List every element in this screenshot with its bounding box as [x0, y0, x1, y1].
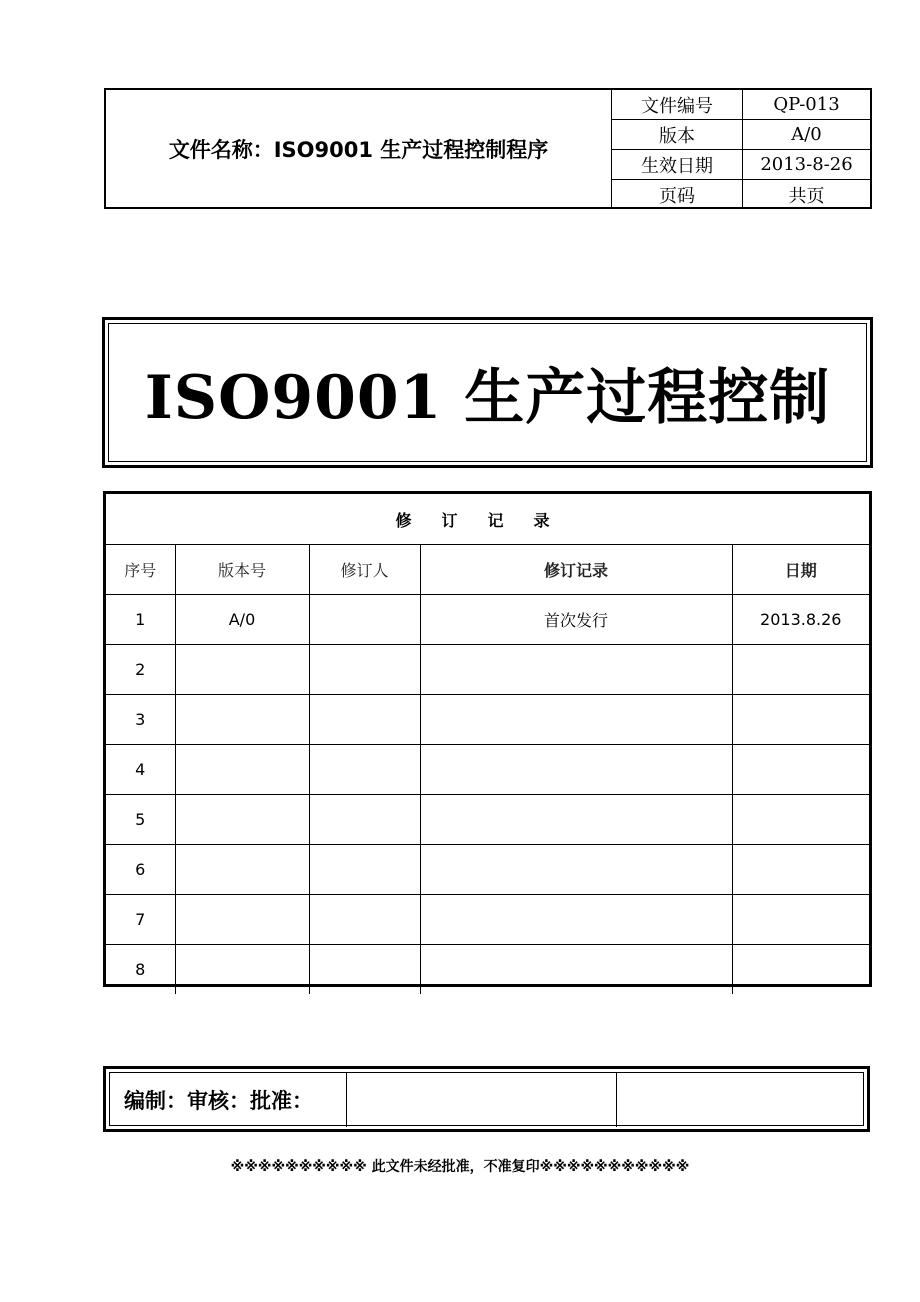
cell-version — [175, 895, 309, 945]
cell-date — [732, 695, 869, 745]
cell-version — [175, 795, 309, 845]
cell-no: 4 — [106, 745, 175, 795]
revision-title-row — [106, 494, 869, 545]
signature-block — [103, 1066, 870, 1132]
revision-header-row — [106, 545, 869, 595]
table-row — [106, 945, 869, 995]
cell-no: 8 — [106, 945, 175, 995]
cell-no: 1 — [106, 595, 175, 645]
column-header-no: 序号 — [106, 545, 175, 595]
table-row — [106, 695, 869, 745]
cell-record — [420, 795, 732, 845]
cell-version: A/0 — [175, 595, 309, 645]
column-header-record: 修订记录 — [420, 545, 732, 595]
cell-no: 7 — [106, 895, 175, 945]
meta-label: 文件编号 — [612, 90, 743, 120]
cell-reviser — [309, 745, 420, 795]
cell-no: 5 — [106, 795, 175, 845]
meta-value: A/0 — [743, 120, 871, 150]
signature-divider — [346, 1073, 347, 1127]
cell-date — [732, 745, 869, 795]
cell-no: 2 — [106, 645, 175, 695]
cell-reviser — [309, 695, 420, 745]
meta-value: 共页 — [743, 180, 871, 210]
column-header-date: 日期 — [732, 545, 869, 595]
cell-version — [175, 745, 309, 795]
table-row — [106, 845, 869, 895]
cell-record: 首次发行 — [420, 595, 732, 645]
signature-divider — [616, 1073, 617, 1127]
meta-value: QP-013 — [743, 90, 871, 120]
cell-record — [420, 645, 732, 695]
revision-table-title: 修订记录 — [106, 494, 869, 545]
signature-inner-frame — [109, 1072, 864, 1126]
document-header — [104, 88, 872, 209]
cell-date — [732, 645, 869, 695]
cell-reviser — [309, 895, 420, 945]
signature-label: 编制：审核：批准： — [124, 1089, 313, 1113]
table-row — [106, 895, 869, 945]
cell-version — [175, 645, 309, 695]
cell-reviser — [309, 595, 420, 645]
meta-row-effective-date — [612, 150, 871, 180]
document-name: 文件名称：ISO9001 生产过程控制程序 — [168, 137, 549, 162]
cell-date: 2013.8.26 — [732, 595, 869, 645]
cell-date — [732, 945, 869, 995]
meta-label: 版本 — [612, 120, 743, 150]
table-row — [106, 795, 869, 845]
cell-date — [732, 895, 869, 945]
meta-label: 页码 — [612, 180, 743, 210]
title-inner-frame — [108, 323, 867, 462]
cell-record — [420, 845, 732, 895]
cell-no: 6 — [106, 845, 175, 895]
cell-date — [732, 845, 869, 895]
cell-record — [420, 745, 732, 795]
meta-row-version — [612, 120, 871, 150]
meta-label: 生效日期 — [612, 150, 743, 180]
cell-record — [420, 895, 732, 945]
cell-version — [175, 695, 309, 745]
cell-version — [175, 845, 309, 895]
document-meta-table — [611, 90, 870, 209]
cell-no: 3 — [106, 695, 175, 745]
cell-record — [420, 945, 732, 995]
cell-date — [732, 795, 869, 845]
revision-record-table — [106, 494, 869, 994]
meta-row-page — [612, 180, 871, 210]
table-row — [106, 595, 869, 645]
cell-reviser — [309, 845, 420, 895]
column-header-version: 版本号 — [175, 545, 309, 595]
cell-version — [175, 945, 309, 995]
cell-reviser — [309, 795, 420, 845]
column-header-reviser: 修订人 — [309, 545, 420, 595]
meta-row-doc-number — [612, 90, 871, 120]
table-row — [106, 645, 869, 695]
meta-value: 2013-8-26 — [743, 150, 871, 180]
revision-record-table-frame — [103, 491, 872, 987]
title-frame — [102, 317, 873, 468]
copy-restriction-note: ※※※※※※※※※※ 此文件未经批准，不准复印※※※※※※※※※※※ — [230, 1159, 690, 1175]
page-title: ISO9001 生产过程控制 — [144, 362, 831, 433]
table-row — [106, 745, 869, 795]
cell-reviser — [309, 645, 420, 695]
cell-reviser — [309, 945, 420, 995]
cell-record — [420, 695, 732, 745]
